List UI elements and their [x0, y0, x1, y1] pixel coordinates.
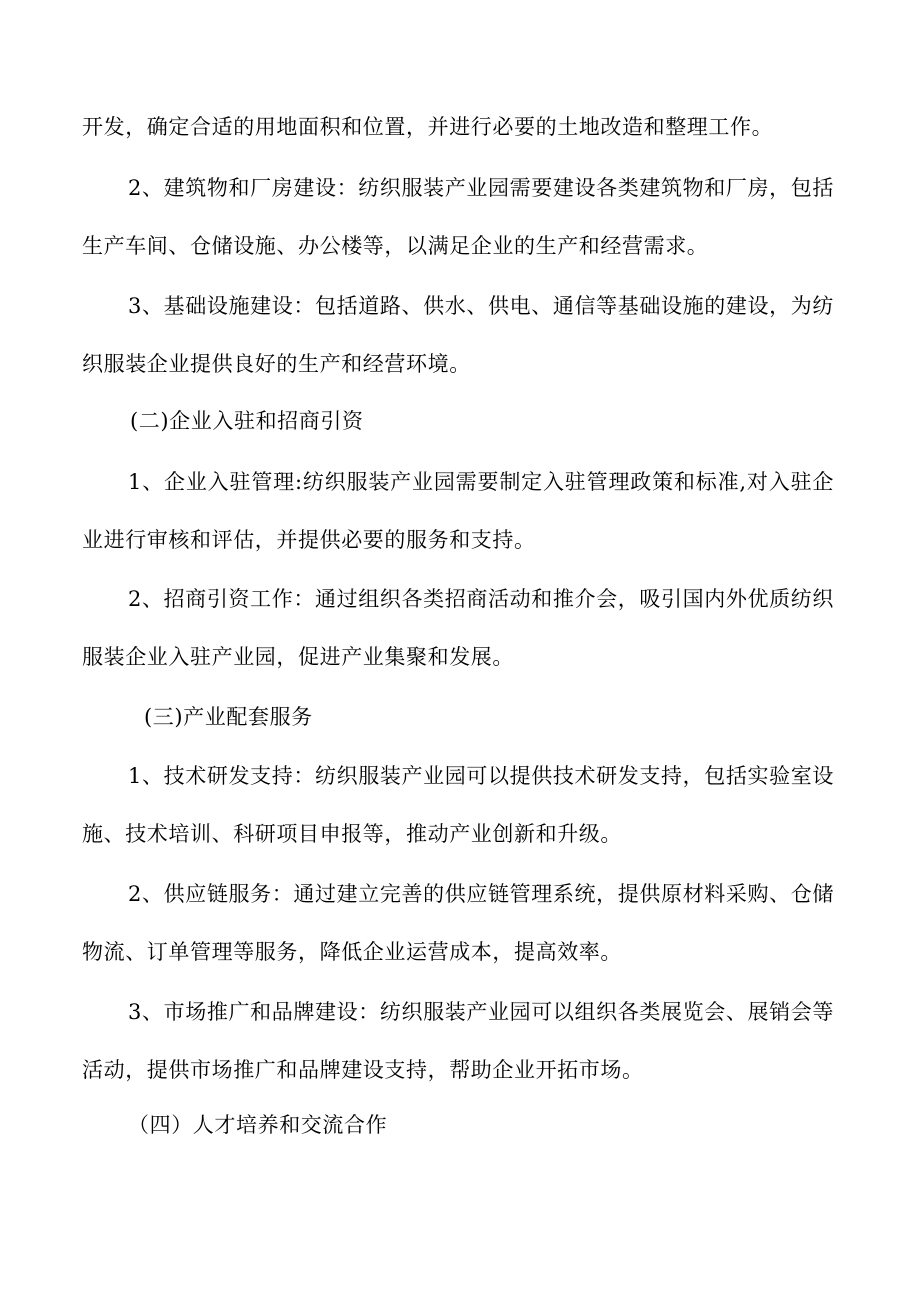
- paragraph-infrastructure: 3、基础设施建设：包括道路、供水、供电、通信等基础设施的建设，为纺织服装企业提供良好的生产和经营环境。: [82, 294, 834, 376]
- paragraph-supply-chain: 2、供应链服务：通过建立完善的供应链管理系统，提供原材料采购、仓储物流、订单管理等服务，降低企业运营成本，提高效率。: [82, 882, 834, 964]
- section-heading-talent-cooperation: （四）人才培养和交流合作: [128, 1113, 388, 1137]
- paragraph-marketing-branding: 3、市场推广和品牌建设：纺织服装产业园可以组织各类展览会、展销会等活动，提供市场推广和品牌建设支持，帮助企业开拓市场。: [82, 1000, 834, 1082]
- paragraph-buildings-and-factories: 2、建筑物和厂房建设：纺织服装产业园需要建设各类建筑物和厂房，包括生产车间、仓储设施、办公楼等，以满足企业的生产和经营需求。: [82, 176, 834, 258]
- section-heading-supporting-services: (三)产业配套服务: [144, 705, 313, 729]
- paragraph-investment-attraction: 2、招商引资工作：通过组织各类招商活动和推介会，吸引国内外优质纺织服装企业入驻产业园，促进产业集聚和发展。: [82, 587, 834, 669]
- paragraph-enterprise-admission: 1、企业入驻管理:纺织服装产业园需要制定入驻管理政策和标准,对入驻企业进行审核和评估，并提供必要的服务和支持。: [82, 470, 834, 552]
- paragraph-land-development-continued: 开发，确定合适的用地面积和位置，并进行必要的土地改造和整理工作。: [82, 115, 774, 139]
- section-heading-enterprise-investment: (二)企业入驻和招商引资: [130, 409, 364, 433]
- paragraph-rd-support: 1、技术研发支持：纺织服装产业园可以提供技术研发支持，包括实验室设施、技术培训、科研项目申报等，推动产业创新和升级。: [82, 764, 834, 846]
